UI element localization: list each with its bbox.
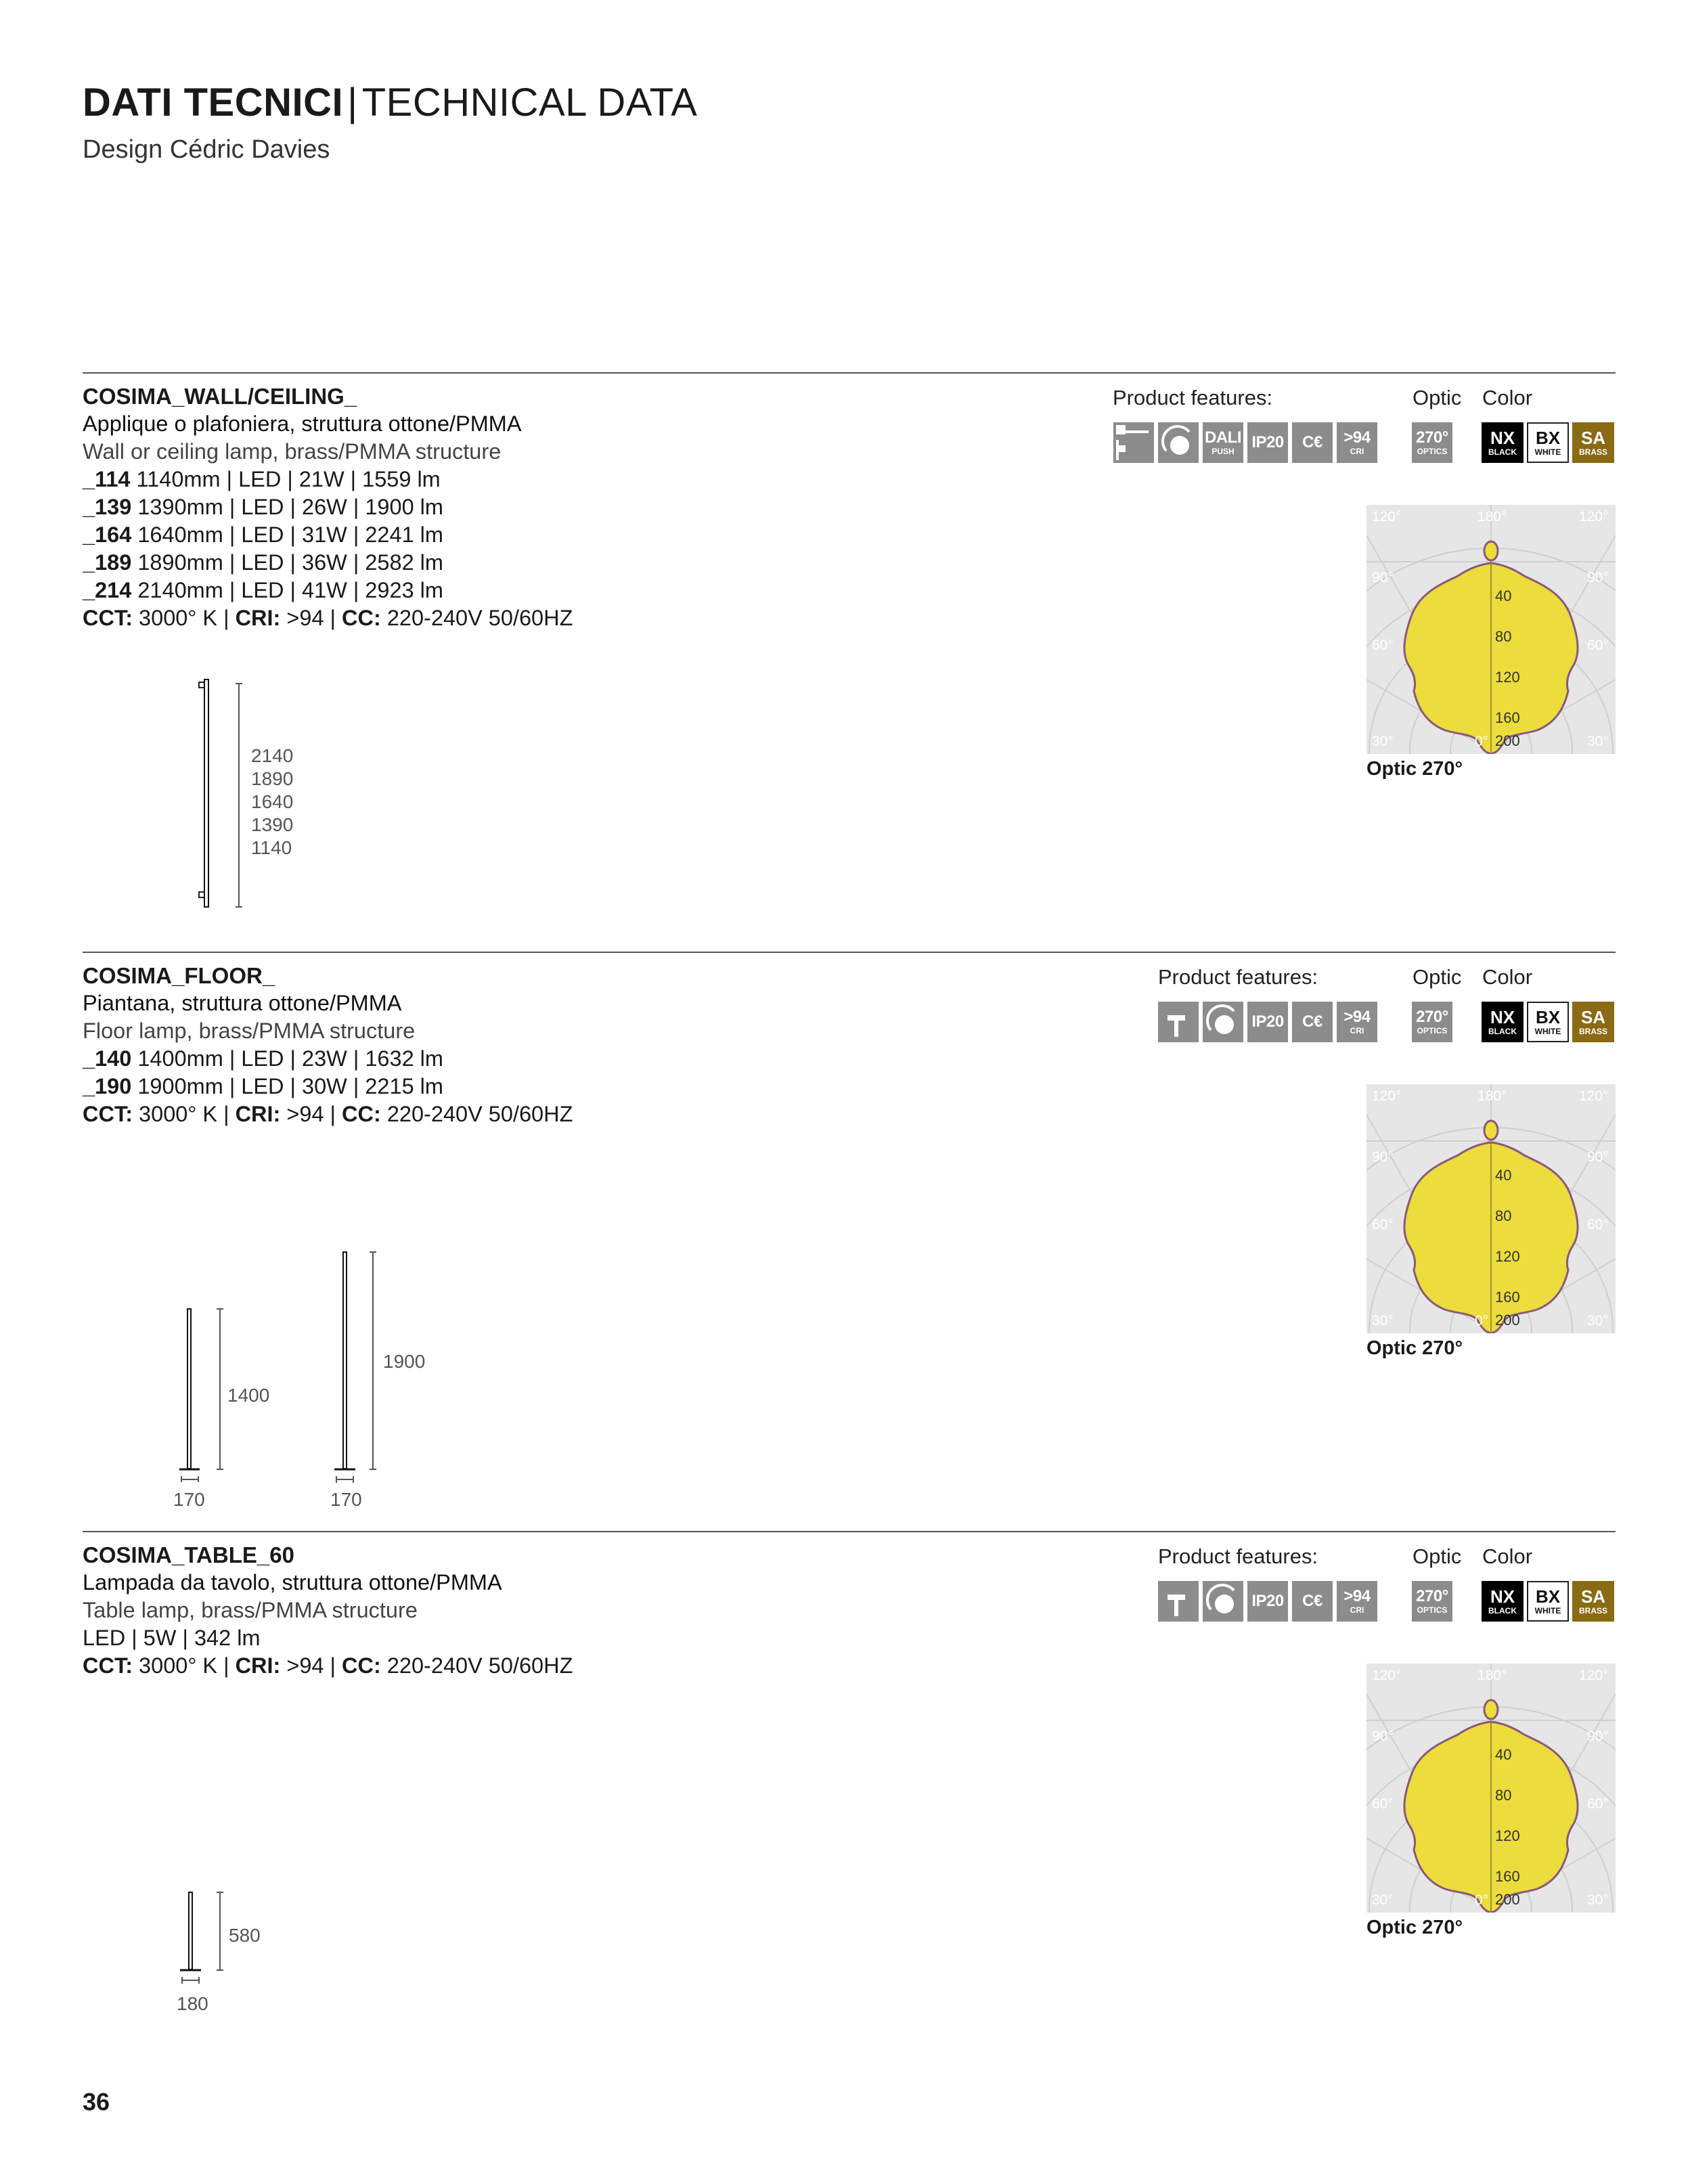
svg-text:80: 80 bbox=[1495, 1207, 1512, 1224]
svg-text:120: 120 bbox=[1495, 669, 1520, 686]
color-swatch-black: NX BLACK bbox=[1482, 1002, 1524, 1042]
svg-text:60°: 60° bbox=[1587, 1796, 1609, 1812]
variant-spec: 1140mm | LED | 21W | 1559 lm bbox=[130, 467, 441, 491]
section-divider bbox=[83, 372, 1616, 374]
svg-text:180°: 180° bbox=[1477, 1088, 1507, 1104]
variant-row bbox=[83, 577, 573, 604]
color-swatch-white: BX WHITE bbox=[1527, 422, 1569, 463]
svg-text:60°: 60° bbox=[1587, 1217, 1609, 1232]
svg-text:90°: 90° bbox=[1587, 570, 1609, 585]
optics-270-icon: 270° OPTICS bbox=[1412, 422, 1452, 463]
svg-text:200: 200 bbox=[1495, 1891, 1520, 1908]
table-mount-icon bbox=[1158, 1581, 1199, 1622]
cri-icon: >94 CRI bbox=[1337, 1581, 1377, 1622]
section-divider bbox=[83, 952, 1616, 953]
features-heading: Product features: bbox=[1113, 386, 1273, 409]
color-swatch-brass: SA BRASS bbox=[1572, 1581, 1614, 1622]
svg-text:60°: 60° bbox=[1587, 638, 1609, 653]
svg-text:60°: 60° bbox=[1372, 1796, 1394, 1812]
wall-ceiling-mount-icon bbox=[1113, 422, 1154, 463]
variant-row bbox=[83, 549, 573, 577]
svg-text:0°: 0° bbox=[1475, 1313, 1489, 1329]
svg-text:160: 160 bbox=[1495, 1868, 1520, 1885]
svg-text:0°: 0° bbox=[1475, 1892, 1489, 1908]
optic-heading: Optic bbox=[1413, 965, 1462, 989]
svg-text:90°: 90° bbox=[1372, 1729, 1394, 1744]
variant-row bbox=[83, 466, 573, 493]
product-info-floor bbox=[83, 962, 573, 1128]
svg-text:30°: 30° bbox=[1587, 1892, 1609, 1908]
description-en: Wall or ceiling lamp, brass/PMMA structure bbox=[83, 439, 502, 464]
variant-row: LED | 5W | 342 lm bbox=[83, 1626, 261, 1650]
svg-text:120: 120 bbox=[1495, 1827, 1520, 1844]
color-swatch-black: NX BLACK bbox=[1482, 422, 1524, 463]
description-en: Floor lamp, brass/PMMA structure bbox=[83, 1019, 416, 1043]
variant-code: _139 bbox=[83, 495, 132, 519]
floor-lamp-1900-drawing bbox=[332, 1245, 386, 1489]
svg-text:180°: 180° bbox=[1477, 509, 1507, 525]
polar-diagram bbox=[1366, 1664, 1616, 1913]
ce-mark-icon: C€ bbox=[1292, 1581, 1333, 1622]
dimension-base-170: 170 bbox=[330, 1489, 362, 1510]
polar-diagram bbox=[1366, 505, 1616, 754]
dimension-list: 2140 1890 1640 1390 1140 bbox=[251, 745, 294, 858]
dali-push-icon: DALI PUSH bbox=[1203, 422, 1243, 463]
svg-text:90°: 90° bbox=[1587, 1729, 1609, 1744]
optics-270-icon: 270° OPTICS bbox=[1412, 1002, 1452, 1042]
optics-270-icon: 270° OPTICS bbox=[1412, 1581, 1452, 1622]
svg-text:30°: 30° bbox=[1587, 734, 1609, 749]
color-swatch-black: NX BLACK bbox=[1482, 1581, 1524, 1622]
product-info-wall bbox=[83, 382, 573, 632]
svg-text:200: 200 bbox=[1495, 732, 1520, 749]
features-heading: Product features: bbox=[1158, 965, 1318, 989]
svg-text:200: 200 bbox=[1495, 1312, 1520, 1329]
svg-text:80: 80 bbox=[1495, 628, 1512, 645]
svg-text:120°: 120° bbox=[1579, 1668, 1609, 1683]
svg-text:120°: 120° bbox=[1579, 1088, 1609, 1104]
svg-text:160: 160 bbox=[1495, 709, 1520, 726]
optic-heading: Optic bbox=[1413, 1544, 1462, 1568]
polar-diagram bbox=[1366, 1084, 1616, 1333]
rotation-icon bbox=[1158, 422, 1199, 463]
color-heading: Color bbox=[1482, 386, 1533, 409]
optic-caption: Optic 270° bbox=[1366, 758, 1463, 780]
product-name: COSIMA_TABLE_60 bbox=[83, 1542, 294, 1567]
svg-text:120°: 120° bbox=[1579, 509, 1609, 525]
color-swatch-brass: SA BRASS bbox=[1572, 422, 1614, 463]
color-swatch-white: BX WHITE bbox=[1527, 1581, 1569, 1622]
svg-text:90°: 90° bbox=[1372, 570, 1394, 585]
svg-text:40: 40 bbox=[1495, 1746, 1512, 1763]
svg-text:60°: 60° bbox=[1372, 1217, 1394, 1232]
optic-caption: Optic 270° bbox=[1366, 1337, 1463, 1359]
electrical-specs: CCT: 3000° K | CRI: >94 | CC: 220-240V 50/60HZ bbox=[83, 606, 573, 630]
designer-credit: Design Cédric Davies bbox=[83, 135, 330, 164]
title-separator: | bbox=[347, 81, 358, 125]
dimension-height-1400: 1400 bbox=[227, 1385, 270, 1406]
dimension-height-580: 580 bbox=[229, 1925, 261, 1946]
color-swatch-brass: SA BRASS bbox=[1572, 1002, 1614, 1042]
svg-text:30°: 30° bbox=[1587, 1313, 1609, 1329]
variant-code: _189 bbox=[83, 550, 132, 575]
features-heading: Product features: bbox=[1158, 1544, 1318, 1568]
variant-row: _190 1900mm | LED | 30W | 2215 lm bbox=[83, 1074, 443, 1098]
product-name: COSIMA_FLOOR_ bbox=[83, 963, 275, 988]
svg-text:30°: 30° bbox=[1372, 734, 1394, 749]
optic-caption: Optic 270° bbox=[1366, 1917, 1463, 1938]
svg-text:40: 40 bbox=[1495, 587, 1512, 604]
product-name: COSIMA_WALL/CEILING_ bbox=[83, 384, 357, 409]
color-heading: Color bbox=[1482, 1544, 1533, 1568]
svg-text:120: 120 bbox=[1495, 1248, 1520, 1265]
electrical-specs: CCT: 3000° K | CRI: >94 | CC: 220-240V 50/60HZ bbox=[83, 1102, 573, 1126]
title-regular: TECHNICAL DATA bbox=[361, 81, 698, 125]
svg-text:90°: 90° bbox=[1372, 1149, 1394, 1165]
svg-text:40: 40 bbox=[1495, 1167, 1512, 1184]
svg-text:30°: 30° bbox=[1372, 1892, 1394, 1908]
svg-text:120°: 120° bbox=[1372, 1668, 1402, 1683]
variant-code: _214 bbox=[83, 578, 132, 602]
optic-heading: Optic bbox=[1413, 386, 1462, 409]
section-divider bbox=[83, 1531, 1616, 1532]
variant-code: _114 bbox=[83, 467, 131, 491]
page-title bbox=[83, 80, 697, 125]
svg-text:160: 160 bbox=[1495, 1289, 1520, 1306]
dimension-base-180: 180 bbox=[177, 1993, 208, 2014]
variant-spec: 1890mm | LED | 36W | 2582 lm bbox=[131, 550, 443, 575]
svg-text:80: 80 bbox=[1495, 1787, 1512, 1804]
ip20-icon: IP20 bbox=[1247, 1002, 1288, 1042]
svg-text:60°: 60° bbox=[1372, 638, 1394, 653]
svg-text:0°: 0° bbox=[1475, 734, 1489, 749]
cri-icon: >94 CRI bbox=[1337, 422, 1377, 463]
rotation-icon bbox=[1203, 1581, 1243, 1622]
svg-text:30°: 30° bbox=[1372, 1313, 1394, 1329]
ce-mark-icon: C€ bbox=[1292, 1002, 1333, 1042]
ce-mark-icon: C€ bbox=[1292, 422, 1333, 463]
page-number: 36 bbox=[83, 2088, 110, 2116]
ip20-icon: IP20 bbox=[1247, 422, 1288, 463]
description-it: Piantana, struttura ottone/PMMA bbox=[83, 991, 402, 1015]
svg-text:120°: 120° bbox=[1372, 1088, 1402, 1104]
color-swatch-white: BX WHITE bbox=[1527, 1002, 1569, 1042]
description-it: Lampada da tavolo, struttura ottone/PMMA bbox=[83, 1570, 502, 1595]
svg-text:90°: 90° bbox=[1587, 1149, 1609, 1165]
variant-row: _140 1400mm | LED | 23W | 1632 lm bbox=[83, 1046, 443, 1071]
description-en: Table lamp, brass/PMMA structure bbox=[83, 1598, 418, 1622]
dimension-height-1900: 1900 bbox=[383, 1351, 426, 1372]
variant-row bbox=[83, 493, 573, 521]
electrical-specs: CCT: 3000° K | CRI: >94 | CC: 220-240V 50/60HZ bbox=[83, 1653, 573, 1678]
description-it: Applique o plafoniera, struttura ottone/PMMA bbox=[83, 411, 522, 436]
cri-icon: >94 CRI bbox=[1337, 1002, 1377, 1042]
ip20-icon: IP20 bbox=[1247, 1581, 1288, 1622]
angle-label: 120° bbox=[1372, 509, 1402, 525]
color-heading: Color bbox=[1482, 965, 1533, 989]
variant-code: _164 bbox=[83, 522, 132, 547]
dimension-base-170: 170 bbox=[173, 1489, 205, 1510]
svg-text:180°: 180° bbox=[1477, 1668, 1507, 1683]
variant-spec: 1390mm | LED | 26W | 1900 lm bbox=[131, 495, 443, 519]
variant-spec: 2140mm | LED | 41W | 2923 lm bbox=[131, 578, 443, 602]
title-bold: DATI TECNICI bbox=[83, 81, 344, 125]
variant-row bbox=[83, 521, 573, 549]
rotation-icon bbox=[1203, 1002, 1243, 1042]
floor-mount-icon bbox=[1158, 1002, 1199, 1042]
product-info-table bbox=[83, 1541, 573, 1680]
variant-spec: 1640mm | LED | 31W | 2241 lm bbox=[131, 522, 443, 547]
